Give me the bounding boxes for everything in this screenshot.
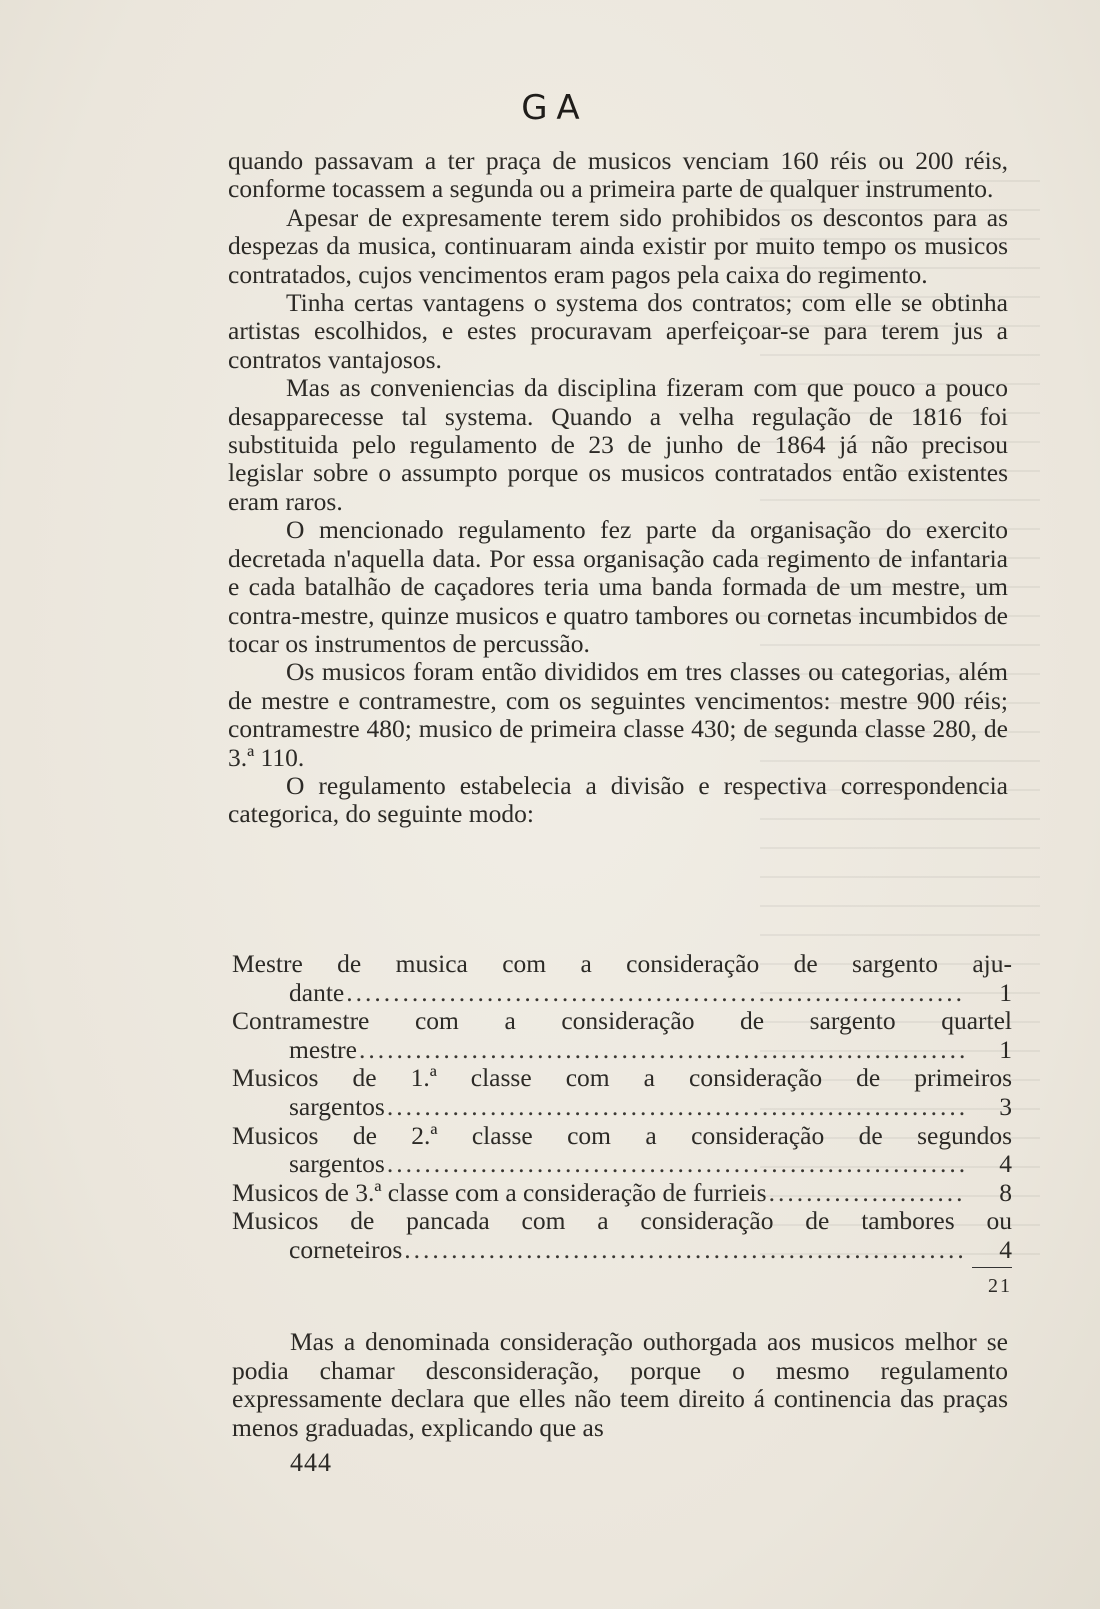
- dot-leader: [769, 1179, 966, 1208]
- rank-item: [232, 1064, 1012, 1121]
- paragraph: quando passavam a ter praça de musicos venciam 160 réis ou 200 réis, conforme tocassem a segunda ou a primeira parte de qualquer instrumento.: [228, 146, 1008, 204]
- dot-leader: [346, 979, 966, 1008]
- rank-item: [232, 950, 1012, 1007]
- paragraph: Tinha certas vantagens o systema dos contratos; com elle se obtinha artistas escolhidos, e estes procuravam aperfeiçoar-se para terem jus a contratos vantajosos.: [228, 288, 1008, 374]
- paragraph: O mencionado regulamento fez parte da organisação do exercito decretada n'aquella data. Por essa organisação cada regimento de infantaria e cada batalhão de caçadores teria uma banda formada de um mestre, um contra-mestre, quinze musicos e quatro tambores ou cornetas incumbidos de tocar os instrumentos de percussão.: [228, 515, 1008, 658]
- rank-description: Mestre de musica com a consideração de sargento aju-: [232, 949, 1012, 978]
- dot-leader: [359, 1036, 966, 1065]
- rank-total: 21: [988, 1274, 1012, 1297]
- rank-description-cont: sargentos: [289, 1091, 385, 1121]
- rank-item: [232, 1207, 1012, 1264]
- closing-text: [232, 1328, 1008, 1442]
- rank-count: 4: [999, 1234, 1012, 1264]
- paragraph: Mas as conveniencias da disciplina fizeram com que pouco a pouco desapparecesse tal systema. Quando a velha regulação de 1816 foi substituida pelo regulamento de 23 de junho de 1864 já não precisou legislar sobre o assumpto porque os musicos contratados então existentes eram raros.: [228, 373, 1008, 516]
- rank-description-cont: dante: [289, 977, 345, 1007]
- rank-description-cont: corneteiros: [289, 1234, 403, 1264]
- dot-leader: [387, 1150, 966, 1179]
- rank-list: [232, 950, 1012, 1300]
- rank-description-cont: mestre: [289, 1034, 357, 1064]
- dot-leader: [404, 1236, 966, 1265]
- rank-description: Musicos de 1.ª classe com a consideração de primeiros: [232, 1063, 1012, 1093]
- rank-count: 3: [999, 1091, 1012, 1121]
- rank-description: Musicos de 2.ª classe com a consideração de segundos: [232, 1120, 1012, 1150]
- rank-description: Musicos de 3.ª classe com a consideração de furrieis: [232, 1177, 767, 1207]
- rank-description: Contramestre com a consideração de sargento quartel: [232, 1006, 1012, 1036]
- rank-count: 4: [999, 1149, 1012, 1179]
- total-rule: [972, 1267, 1012, 1268]
- rank-item: [232, 1179, 1012, 1208]
- page-number: 444: [290, 1448, 332, 1477]
- rank-item: [232, 1007, 1012, 1064]
- paragraph: Os musicos foram então divididos em tres classes ou categorias, além de mestre e contramestre, com os seguintes vencimentos: mestre 900 réis; contramestre 480; musico de primeira classe 430; de segunda classe 280, de 3.ª 110.: [228, 657, 1008, 772]
- rank-count: 8: [999, 1177, 1012, 1207]
- body-text: [228, 147, 1008, 829]
- rank-count: 1: [999, 977, 1012, 1007]
- rank-description-cont: sargentos: [289, 1149, 385, 1179]
- rank-item: [232, 1122, 1012, 1179]
- dot-leader: [387, 1093, 966, 1122]
- paragraph: Mas a denominada consideração outhorgada aos musicos melhor se podia chamar desconsideração, porque o mesmo regulamento expressamente declara que elles não teem direito á continencia das praças menos graduadas, explicando que as: [232, 1327, 1008, 1442]
- rank-count: 1: [999, 1034, 1012, 1064]
- paragraph: Apesar de expresamente terem sido prohibidos os descontos para as despezas da musica, continuaram ainda existir por muito tempo os musicos contratados, cujos vencimentos eram pagos pela caixa do regimento.: [228, 202, 1008, 289]
- paragraph: O regulamento estabelecia a divisão e respectiva correspondencia categorica, do seguinte modo:: [228, 770, 1008, 829]
- rank-description: Musicos de pancada com a consideração de tambores ou: [232, 1206, 1012, 1236]
- header-logo: G A: [521, 88, 579, 128]
